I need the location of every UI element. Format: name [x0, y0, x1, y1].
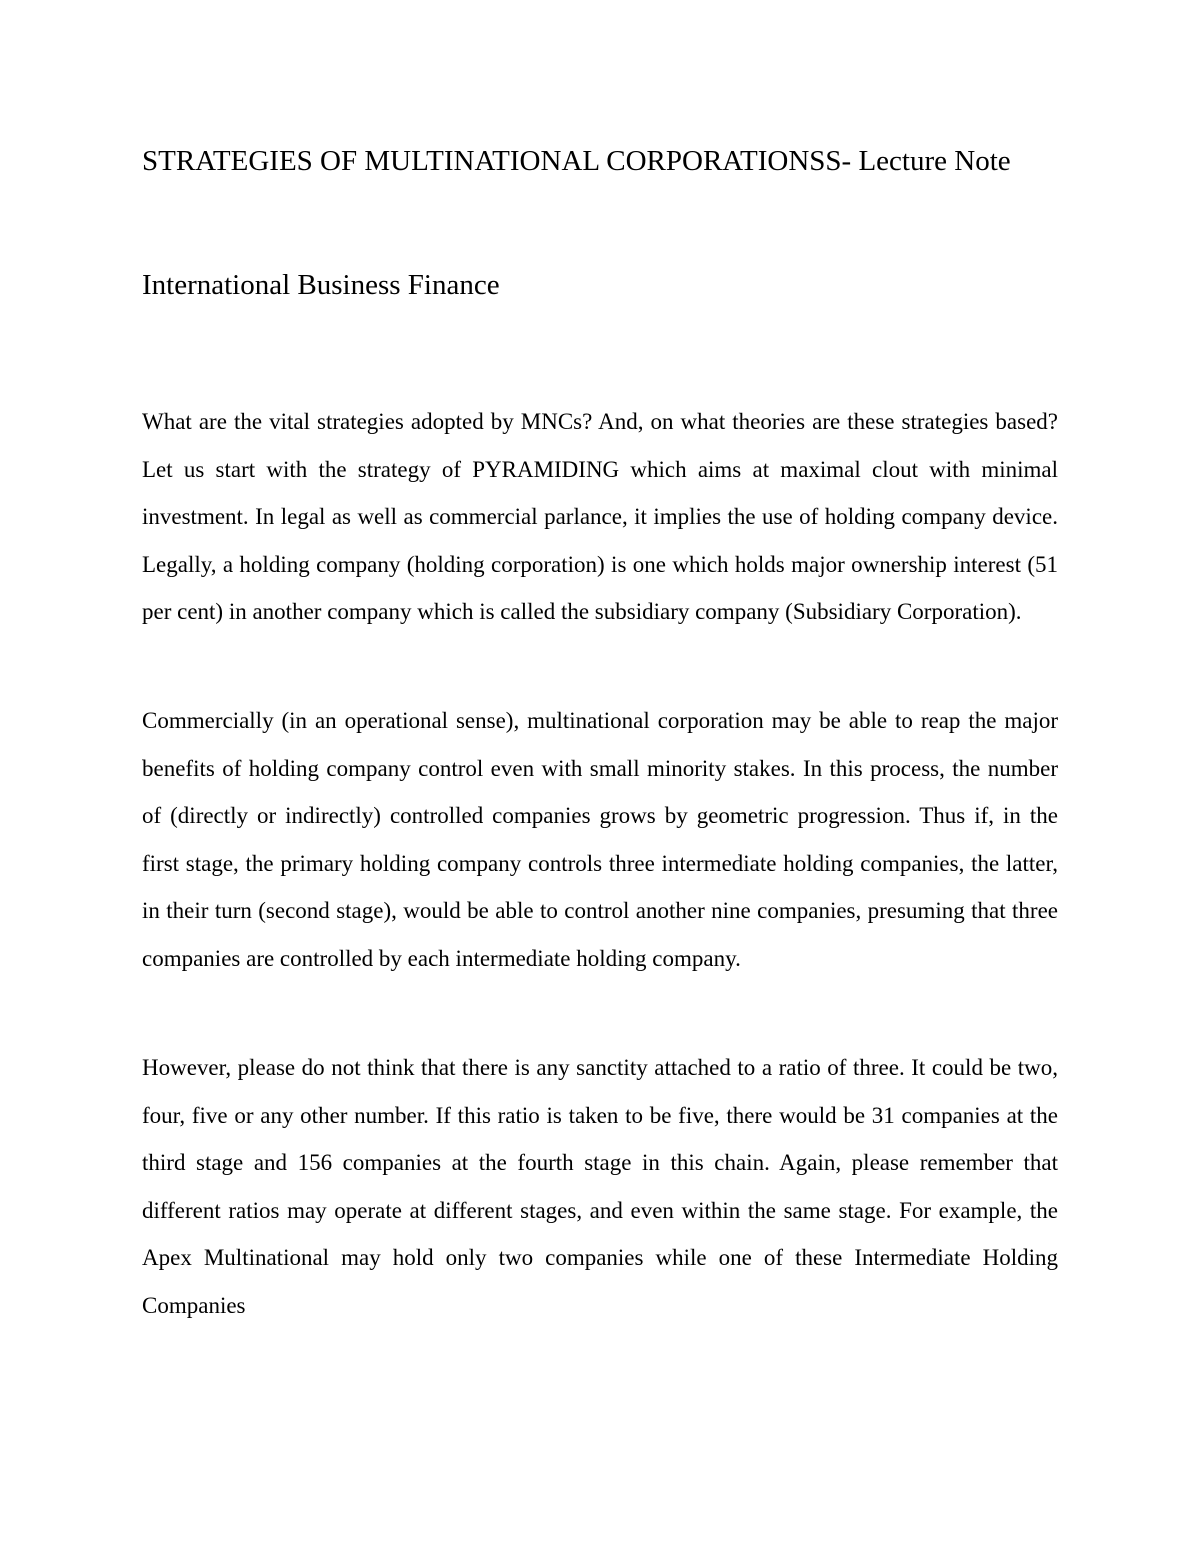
document-subtitle: International Business Finance	[142, 269, 500, 301]
paragraph-commercial-control: Commercially (in an operational sense), multinational corporation may be able to reap the major benefits of holding company control even with small minority stakes. In this process, the number of (directly or indirectly) controlled companies grows by geometric progression. Thus if, in the first stage, the primary holding company controls three intermediate holding companies, the latter, in their turn (second stage), would be able to control another nine companies, presuming that three companies are controlled by each intermediate holding company.	[142, 708, 1058, 971]
paragraph-pyramiding: What are the vital strategies adopted by MNCs? And, on what theories are these strategies based? Let us start with the strategy of PYRAMIDING which aims at maximal clout with minimal investment. In legal as well as commercial parlance, it implies the use of holding company device. Legally, a holding company (holding corporation) is one which holds major ownership interest (51 per cent) in another company which is called the subsidiary company (Subsidiary Corporation).	[142, 409, 1058, 624]
paragraph-ratio-example: However, please do not think that there is any sanctity attached to a ratio of three. It could be two, four, five or any other number. If this ratio is taken to be five, there would be 31 companies at the third stage and 156 companies at the fourth stage in this chain. Again, please remember that different ratios may operate at different stages, and even within the same stage. For example, the Apex Multinational may hold only two companies while one of these Intermediate Holding Companies	[142, 1055, 1058, 1318]
document-title: STRATEGIES OF MULTINATIONAL CORPORATIONSS- Lecture Note	[142, 145, 1011, 177]
